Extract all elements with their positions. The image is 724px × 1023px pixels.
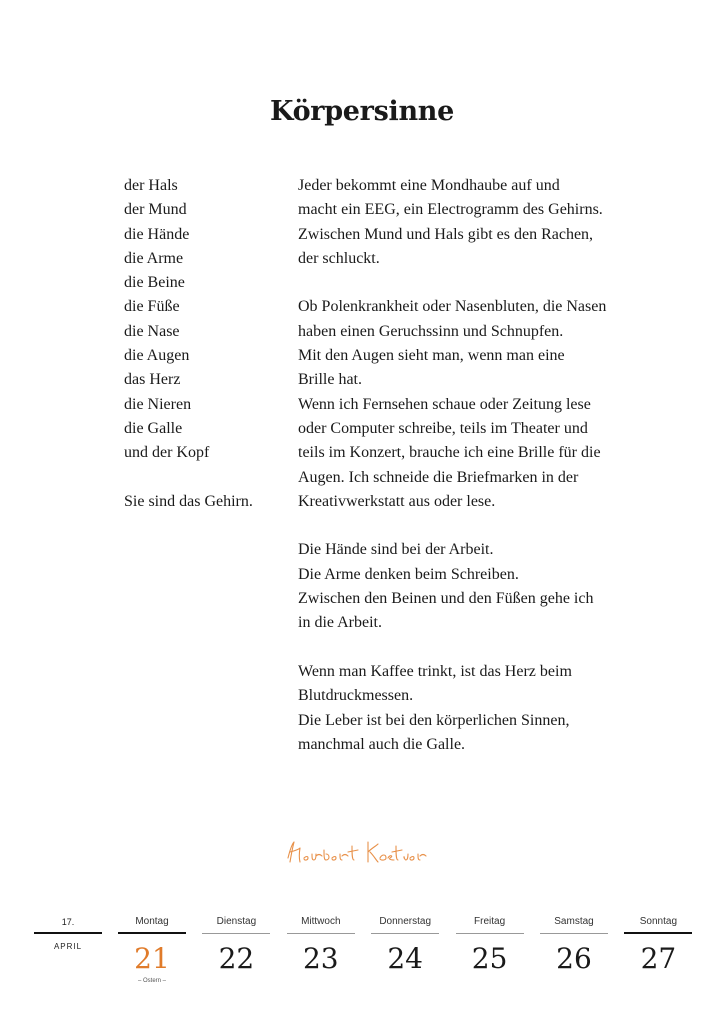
poem-line: teils im Konzert, brauche ich eine Brille für die xyxy=(298,444,601,462)
day-name: Mittwoch xyxy=(301,916,341,927)
day-name: Dienstag xyxy=(216,916,257,927)
day-number: 24 xyxy=(387,942,423,975)
body-parts-list xyxy=(124,174,284,514)
poem-line: Zwischen den Beinen und den Füßen gehe ich xyxy=(298,590,594,608)
poem-line: haben einen Geruchssinn und Schnupfen. xyxy=(298,322,564,340)
list-line: der Mund xyxy=(124,201,187,219)
list-line: und der Kopf xyxy=(124,444,210,462)
poem-line: Jeder bekommt eine Mondhaube auf und xyxy=(298,177,560,194)
day-number: 21 xyxy=(134,942,170,975)
day-number: 22 xyxy=(218,942,255,975)
day-number: 23 xyxy=(302,942,339,975)
day-rule xyxy=(371,933,439,934)
list-line: die Nase xyxy=(124,322,180,340)
day-freitag xyxy=(456,914,524,975)
poem-line: macht ein EEG, ein Electrogramm des Gehirns. xyxy=(298,201,603,219)
poem-line: Augen. Ich schneide die Briefmarken in der xyxy=(298,468,579,486)
list-line: die Galle xyxy=(124,419,183,437)
poem-line xyxy=(298,636,658,660)
poem-line: Wenn man Kaffee trinkt, ist das Herz beim xyxy=(298,662,572,680)
poem-line: Die Leber ist bei den körperlichen Sinnen, xyxy=(298,711,570,729)
day-number: 26 xyxy=(556,942,592,975)
list-line: das Herz xyxy=(124,371,181,389)
list-line: die Beine xyxy=(124,274,185,292)
poem-line: Die Hände sind bei der Arbeit. xyxy=(298,541,494,559)
list-line: die Augen xyxy=(124,347,190,365)
day-dienstag xyxy=(202,914,270,975)
day-number: 25 xyxy=(471,942,508,975)
month-label: APRIL xyxy=(53,942,83,951)
day-name: Freitag xyxy=(474,916,506,927)
day-rule xyxy=(624,932,692,934)
week-info xyxy=(34,914,102,951)
day-number: 27 xyxy=(640,942,677,975)
signature-image xyxy=(282,836,442,866)
week-rule xyxy=(34,932,102,934)
poem-line: Ob Polenkrankheit oder Nasenbluten, die Nasen xyxy=(298,298,607,316)
list-line: der Hals xyxy=(124,177,178,194)
list-line: die Hände xyxy=(124,225,190,243)
poem-line xyxy=(298,514,658,538)
day-name: Montag xyxy=(135,916,169,927)
day-sonntag xyxy=(624,914,692,975)
day-rule xyxy=(456,933,524,934)
poem-line: oder Computer schreibe, teils im Theater und xyxy=(298,419,588,437)
day-rule xyxy=(202,933,270,934)
page-title: Körpersinne xyxy=(270,96,454,127)
day-name: Donnerstag xyxy=(379,916,432,927)
day-mittwoch xyxy=(287,914,355,975)
poem-line: in die Arbeit. xyxy=(298,614,382,632)
week-number: 17. xyxy=(61,917,75,927)
day-samstag xyxy=(540,914,608,975)
day-name: Samstag xyxy=(554,916,594,927)
list-line: Sie sind das Gehirn. xyxy=(124,492,253,510)
day-rule xyxy=(540,933,608,934)
list-line: die Nieren xyxy=(124,395,192,413)
holiday-note: – Ostern – xyxy=(137,978,166,984)
day-montag xyxy=(118,914,186,984)
poem-text xyxy=(298,174,658,757)
list-line: die Arme xyxy=(124,249,184,267)
poem-line xyxy=(298,271,658,295)
list-line xyxy=(124,466,284,490)
poem-line: Die Arme denken beim Schreiben. xyxy=(298,565,519,583)
day-rule xyxy=(118,932,186,934)
poem-line: Zwischen Mund und Hals gibt es den Rachen, xyxy=(298,225,594,243)
poem-line: Wenn ich Fernsehen schaue oder Zeitung lese xyxy=(298,395,591,413)
day-name: Sonntag xyxy=(639,916,678,927)
poem-line: Kreativwerkstatt aus oder lese. xyxy=(298,492,496,510)
poem-line: Brille hat. xyxy=(298,371,362,389)
day-donnerstag xyxy=(371,914,439,975)
poem-line: manchmal auch die Galle. xyxy=(298,735,466,753)
poem-line: der schluckt. xyxy=(298,249,380,267)
poem-line: Blutdruckmessen. xyxy=(298,687,414,705)
day-rule xyxy=(287,933,355,934)
poem-line: Mit den Augen sieht man, wenn man eine xyxy=(298,347,565,365)
list-line: die Füße xyxy=(124,298,180,316)
